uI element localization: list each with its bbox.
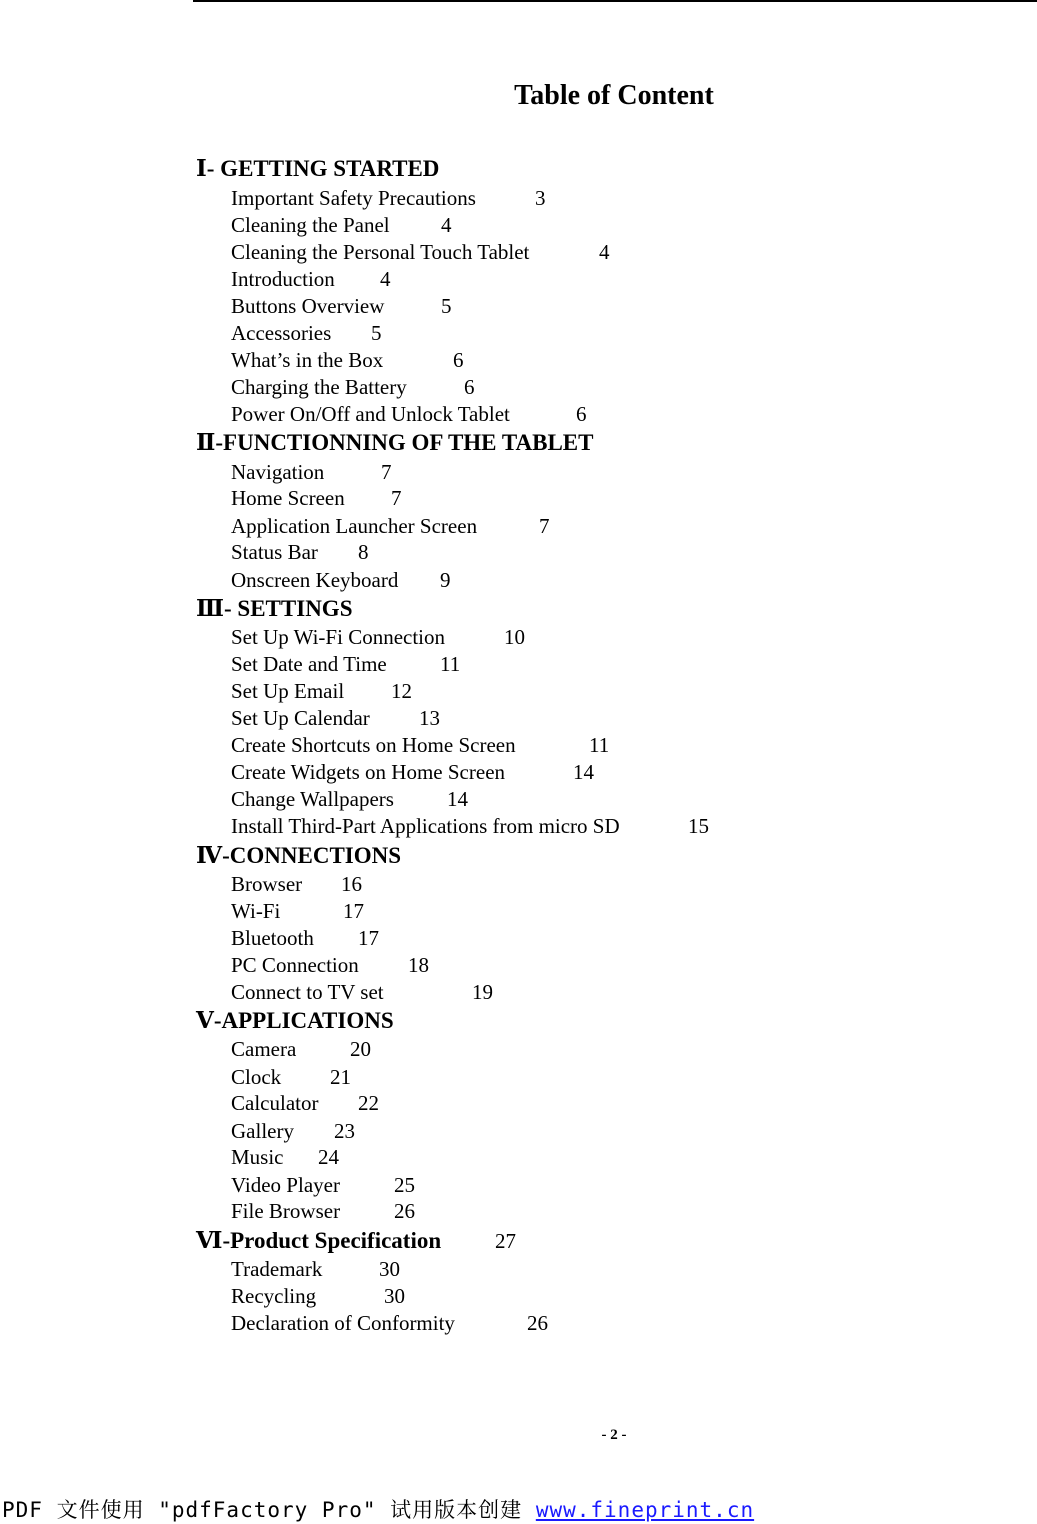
section-heading[interactable]: [196, 597, 352, 620]
toc-entry-page-number: 17: [358, 926, 379, 950]
footer-link[interactable]: www.fineprint.cn: [535, 1498, 755, 1522]
toc-entry[interactable]: Important Safety Precautions: [231, 186, 476, 210]
toc-entry[interactable]: Change Wallpapers: [231, 787, 394, 811]
toc-entry[interactable]: Gallery: [231, 1119, 294, 1143]
section-heading[interactable]: [196, 844, 401, 867]
section-page-number: 27: [495, 1229, 516, 1253]
toc-entry[interactable]: Status Bar: [231, 540, 318, 564]
toc-entry-page-number: 8: [358, 540, 369, 564]
toc-entry-page-number: 5: [371, 321, 382, 345]
toc-entry[interactable]: Calculator: [231, 1091, 319, 1115]
toc-entry-page-number: 14: [447, 787, 468, 811]
section-label: -CONNECTIONS: [222, 843, 402, 868]
toc-entry-page-number: 26: [527, 1311, 548, 1335]
section-label: -Product Specification: [222, 1228, 442, 1253]
toc-entry[interactable]: Set Up Calendar: [231, 706, 370, 730]
toc-entry-page-number: 10: [504, 625, 525, 649]
toc-entry[interactable]: Cleaning the Panel: [231, 213, 390, 237]
toc-entry[interactable]: Bluetooth: [231, 926, 314, 950]
toc-entry-page-number: 13: [419, 706, 440, 730]
toc-entry[interactable]: File Browser: [231, 1199, 341, 1223]
toc-entry[interactable]: Introduction: [231, 267, 335, 291]
toc-entry-page-number: 15: [688, 814, 709, 838]
toc-entry-page-number: 11: [440, 652, 461, 676]
section-label: - SETTINGS: [224, 596, 353, 621]
toc-entry[interactable]: Trademark: [231, 1257, 323, 1281]
toc-entry-page-number: 3: [535, 186, 546, 210]
toc-entry[interactable]: Accessories: [231, 321, 332, 345]
toc-entry[interactable]: Camera: [231, 1037, 297, 1061]
toc-entry[interactable]: Music: [231, 1145, 284, 1169]
section-numeral: Ⅲ: [196, 596, 225, 621]
toc-entry[interactable]: Set Up Email: [231, 679, 345, 703]
pdf-footer: [2, 1494, 754, 1524]
toc-entry-page-number: 11: [589, 733, 610, 757]
toc-entry-page-number: 9: [440, 568, 451, 592]
toc-entry-page-number: 18: [408, 953, 429, 977]
toc-entry[interactable]: Navigation: [231, 460, 325, 484]
toc-entry-page-number: 4: [380, 267, 391, 291]
toc-entry[interactable]: Cleaning the Personal Touch Tablet: [231, 240, 530, 264]
toc-entry-page-number: 21: [330, 1065, 351, 1089]
toc-entry-page-number: 12: [391, 679, 412, 703]
toc-entry[interactable]: Charging the Battery: [231, 375, 407, 399]
toc-entry[interactable]: Create Shortcuts on Home Screen: [231, 733, 516, 757]
toc-entry[interactable]: Install Third-Part Applications from micro SD: [231, 814, 620, 838]
section-heading[interactable]: [196, 1009, 394, 1032]
toc-entry-page-number: 6: [453, 348, 464, 372]
top-rule: [193, 0, 1037, 2]
toc-entry-page-number: 23: [334, 1119, 355, 1143]
section-numeral: Ⅰ: [196, 156, 207, 181]
toc-entry-page-number: 30: [384, 1284, 405, 1308]
toc-entry[interactable]: Onscreen Keyboard: [231, 568, 399, 592]
section-label: - GETTING STARTED: [206, 156, 440, 181]
toc-entry[interactable]: Wi-Fi: [231, 899, 281, 923]
toc-entry[interactable]: Power On/Off and Unlock Tablet: [231, 402, 510, 426]
toc-entry-page-number: 7: [381, 460, 392, 484]
toc-entry-page-number: 6: [576, 402, 587, 426]
toc-entry[interactable]: Create Widgets on Home Screen: [231, 760, 506, 784]
toc-entry-page-number: 7: [391, 486, 402, 510]
section-label: -FUNCTIONNING OF THE TABLET: [215, 430, 594, 455]
toc-entry-page-number: 30: [379, 1257, 400, 1281]
toc-entry[interactable]: Set Date and Time: [231, 652, 387, 676]
toc-entry-page-number: 4: [599, 240, 610, 264]
toc-entry-page-number: 14: [573, 760, 594, 784]
section-numeral: Ⅱ: [196, 430, 216, 455]
toc-entry[interactable]: Declaration of Conformity: [231, 1311, 455, 1335]
toc-entry[interactable]: Clock: [231, 1065, 282, 1089]
page-title: Table of Content: [514, 80, 714, 111]
toc-entry-page-number: 19: [472, 980, 493, 1004]
section-numeral: Ⅵ: [196, 1228, 223, 1253]
toc-entry-page-number: 26: [394, 1199, 415, 1223]
toc-entry-page-number: 17: [343, 899, 364, 923]
toc-entry-page-number: 16: [341, 872, 362, 896]
toc-entry-page-number: 7: [539, 514, 550, 538]
toc-entry[interactable]: Recycling: [231, 1284, 317, 1308]
toc-entry-page-number: 20: [350, 1037, 371, 1061]
page-number: - 2 -: [601, 1427, 627, 1443]
toc-entry-page-number: 24: [318, 1145, 339, 1169]
section-label: -APPLICATIONS: [213, 1008, 394, 1033]
toc-entry-page-number: 4: [441, 213, 452, 237]
toc-entry-page-number: 6: [464, 375, 475, 399]
toc-entry-page-number: 25: [394, 1173, 415, 1197]
toc-entry[interactable]: Browser: [231, 872, 303, 896]
section-heading[interactable]: [196, 1229, 441, 1252]
toc-entry[interactable]: Home Screen: [231, 486, 345, 510]
section-heading[interactable]: [196, 431, 593, 454]
section-numeral: Ⅴ: [196, 1008, 214, 1033]
section-heading[interactable]: [196, 157, 439, 180]
footer-text: PDF 文件使用 "pdfFactory Pro" 试用版本创建: [2, 1498, 523, 1522]
toc-entry[interactable]: Set Up Wi-Fi Connection: [231, 625, 446, 649]
toc-entry[interactable]: What’s in the Box: [231, 348, 384, 372]
toc-entry[interactable]: Connect to TV set: [231, 980, 384, 1004]
toc-entry[interactable]: Video Player: [231, 1173, 340, 1197]
toc-entry[interactable]: PC Connection: [231, 953, 359, 977]
section-numeral: Ⅳ: [196, 843, 223, 868]
toc-entry-page-number: 5: [441, 294, 452, 318]
toc-entry[interactable]: Application Launcher Screen: [231, 514, 478, 538]
toc-entry-page-number: 22: [358, 1091, 379, 1115]
toc-entry[interactable]: Buttons Overview: [231, 294, 385, 318]
